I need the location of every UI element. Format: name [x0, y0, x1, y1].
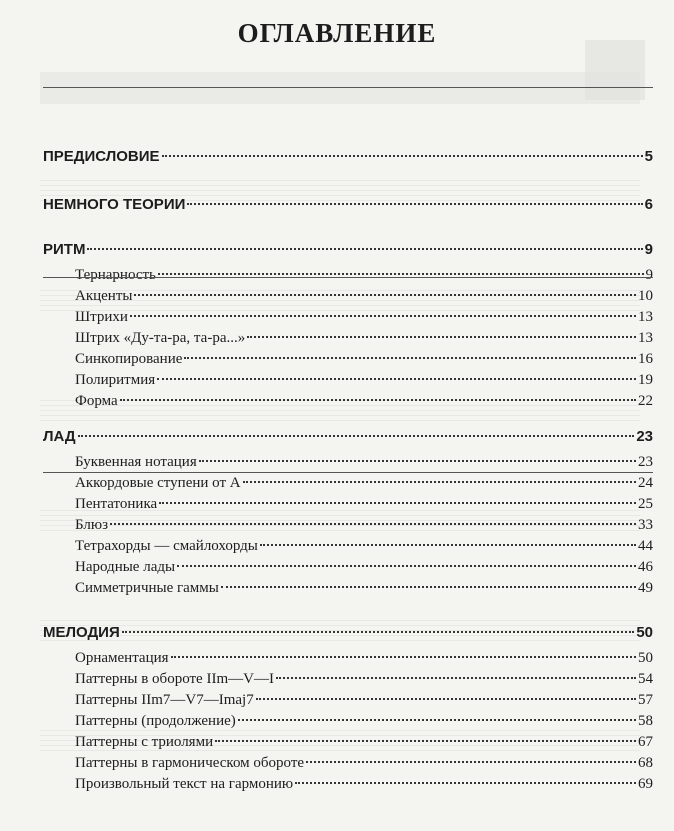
toc-page-number: 5	[644, 148, 653, 165]
dot-leader	[159, 502, 636, 504]
dot-leader	[171, 656, 636, 658]
toc-page-number: 46	[638, 559, 653, 575]
toc-entry-title: Буквенная нотация	[75, 454, 197, 470]
toc-entry-title: Произвольный текст на гармонию	[75, 776, 294, 792]
dot-leader	[130, 315, 636, 317]
toc-subsection[interactable]	[43, 267, 653, 284]
toc-entry-title: Синкопирование	[75, 351, 183, 367]
toc-subsection[interactable]	[43, 650, 653, 667]
toc-subsection[interactable]	[43, 755, 653, 772]
toc-section[interactable]	[43, 241, 653, 258]
dot-leader	[221, 586, 636, 588]
toc-page-number: 9	[645, 267, 653, 283]
toc-page-number: 13	[638, 309, 653, 325]
toc-entry-title: Паттерны (продолжение)	[75, 713, 236, 729]
toc-page-number: 49	[638, 580, 653, 596]
toc-section[interactable]	[43, 624, 653, 641]
toc-subsection[interactable]	[43, 776, 653, 793]
toc-entry-title: Блюз	[75, 517, 109, 533]
toc-entry-title: Штрих «Ду-та-ра, та-ра...»	[75, 330, 246, 346]
toc-entry-title: Паттерны в гармоническом обороте	[75, 755, 305, 771]
toc-page-number: 24	[638, 475, 653, 491]
toc-subsection[interactable]	[43, 734, 653, 751]
toc-section[interactable]	[43, 428, 653, 445]
toc-page-number: 10	[638, 288, 653, 304]
toc-entry-title: Паттерны IIm7—V7—Imaj7	[75, 692, 254, 708]
dot-leader	[184, 357, 636, 359]
dot-leader	[256, 698, 636, 700]
toc-page-number: 6	[644, 196, 653, 213]
dot-leader	[122, 631, 635, 633]
toc-page-number: 19	[638, 372, 653, 388]
toc-entry-title: Штрихи	[75, 309, 128, 325]
toc-entry-title: ПРЕДИСЛОВИЕ	[43, 148, 160, 165]
toc-entry-title: Тетрахорды — смайлохорды	[75, 538, 258, 554]
toc-subsection[interactable]	[43, 692, 653, 709]
toc-subsection[interactable]	[43, 372, 653, 389]
dot-leader	[157, 378, 636, 380]
toc-entry-title: Народные лады	[75, 559, 176, 575]
dot-leader	[87, 248, 642, 250]
toc-subsection[interactable]	[43, 671, 653, 688]
toc-subsection[interactable]	[43, 517, 653, 534]
toc-entry-title: Форма	[75, 393, 118, 409]
toc-section[interactable]	[43, 148, 653, 165]
section-divider	[43, 277, 653, 278]
toc-subsection[interactable]	[43, 559, 653, 576]
toc-page-number: 54	[638, 671, 653, 687]
toc-section[interactable]	[43, 196, 653, 213]
dot-leader	[199, 460, 636, 462]
dot-leader	[295, 782, 636, 784]
toc-entry-title: Паттерны в обороте IIm—V—I	[75, 671, 274, 687]
toc-subsection[interactable]	[43, 309, 653, 326]
toc-page-number: 23	[636, 428, 653, 445]
toc-entry-title: Тернарность	[75, 267, 156, 283]
toc-page-number: 16	[638, 351, 653, 367]
toc-subsection[interactable]	[43, 580, 653, 597]
dot-leader	[78, 435, 635, 437]
dot-leader	[243, 481, 636, 483]
toc-entry-title: Пентатоника	[75, 496, 158, 512]
toc-entry-title: ЛАД	[43, 428, 76, 445]
toc-entry-title: Аккордовые ступени от А	[75, 475, 241, 491]
bleed-through-header	[40, 72, 640, 104]
dot-leader	[238, 719, 636, 721]
toc-page-number: 50	[636, 624, 653, 641]
dot-leader	[134, 294, 636, 296]
toc-subsection[interactable]	[43, 475, 653, 492]
section-divider	[43, 87, 653, 88]
page-title: ОГЛАВЛЕНИЕ	[237, 18, 437, 48]
dot-leader	[110, 523, 636, 525]
toc-page-number: 33	[638, 517, 653, 533]
toc-subsection[interactable]	[43, 454, 653, 471]
toc-page-number: 50	[638, 650, 653, 666]
toc-entry-title: Полиритмия	[75, 372, 156, 388]
toc-page-number: 57	[638, 692, 653, 708]
toc-page-number: 68	[638, 755, 653, 771]
toc-page-number: 58	[638, 713, 653, 729]
toc-page-number: 23	[638, 454, 653, 470]
toc-entry-title: РИТМ	[43, 241, 86, 258]
toc-subsection[interactable]	[43, 288, 653, 305]
dot-leader	[247, 336, 636, 338]
dot-leader	[177, 565, 636, 567]
toc-page-number: 22	[638, 393, 653, 409]
dot-leader	[260, 544, 636, 546]
toc-entry-title: Симметричные гаммы	[75, 580, 219, 596]
dot-leader	[187, 203, 642, 205]
dot-leader	[120, 399, 636, 401]
dot-leader	[158, 273, 644, 275]
toc-page-number: 69	[638, 776, 653, 792]
dot-leader	[162, 155, 643, 157]
toc-entry-title: МЕЛОДИЯ	[43, 624, 120, 641]
toc-subsection[interactable]	[43, 713, 653, 730]
toc-page-number: 25	[638, 496, 653, 512]
section-divider	[43, 472, 653, 473]
toc-subsection[interactable]	[43, 351, 653, 368]
toc-entry-title: Орнаментация	[75, 650, 169, 666]
toc-page-number: 67	[638, 734, 653, 750]
toc-page-number: 44	[638, 538, 653, 554]
dot-leader	[215, 740, 636, 742]
toc-subsection[interactable]	[43, 538, 653, 555]
dot-leader	[306, 761, 636, 763]
toc-subsection[interactable]	[43, 393, 653, 410]
toc-entry-title: Акценты	[75, 288, 133, 304]
toc-subsection[interactable]	[43, 330, 653, 347]
toc-subsection[interactable]	[43, 496, 653, 513]
dot-leader	[276, 677, 636, 679]
toc-page-number: 9	[644, 241, 653, 258]
toc-entry-title: Паттерны с триолями	[75, 734, 214, 750]
toc-entry-title: НЕМНОГО ТЕОРИИ	[43, 196, 186, 213]
toc-page-number: 13	[638, 330, 653, 346]
